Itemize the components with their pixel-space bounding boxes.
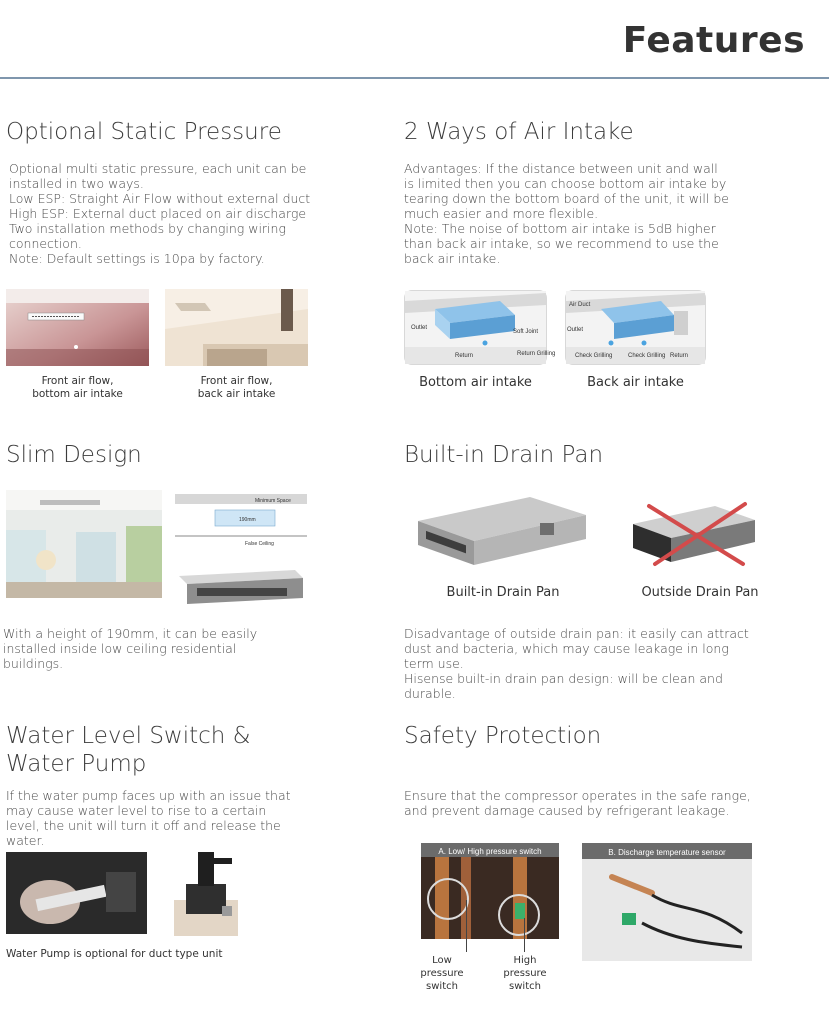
- caption-outside-drain-pan: Outside Drain Pan: [641, 585, 759, 600]
- text-line: installed in two ways.: [9, 176, 144, 191]
- photo-builtin-drain-pan: [410, 493, 590, 573]
- text-line: Disadvantage of outside drain pan: it easily can attract: [404, 626, 749, 641]
- text-line: level, the unit will turn it off and release the: [6, 818, 281, 833]
- photo-slim-unit: [175, 568, 307, 604]
- text-line: Advantages: If the distance between unit and wall: [404, 161, 718, 176]
- text-line: connection.: [9, 236, 82, 251]
- text-line: buildings.: [3, 656, 64, 671]
- text-line: may cause water level to rise to a certain: [6, 803, 267, 818]
- text-line: Low ESP: Straight Air Flow without external duct: [9, 191, 311, 206]
- photo-pressure-switch: [421, 843, 559, 939]
- text-line: installed inside low ceiling residential: [3, 641, 237, 656]
- page-title: Features: [622, 20, 805, 61]
- photo-water-level-switch: [6, 852, 147, 934]
- caption-bottom-intake: Bottom air intake: [419, 375, 532, 390]
- caption-line: High: [513, 955, 537, 966]
- air-intake-text: [404, 161, 729, 266]
- label-outlet: Outlet: [567, 327, 584, 333]
- caption-line: pressure switch: [503, 968, 547, 992]
- photo-water-pump: [170, 850, 246, 938]
- label-soft-joint: Soft Joint: [513, 329, 539, 335]
- text-line: tearing down the bottom board of the unit, it will be: [404, 191, 729, 206]
- caption-builtin-drain-pan: Built-in Drain Pan: [446, 585, 560, 600]
- label-check-grilling: Check Grilling: [628, 353, 666, 359]
- label-pressure-switch: A. Low/ High pressure switch: [438, 847, 542, 856]
- diagram-slim-section: [175, 492, 307, 548]
- text-line: Optional multi static pressure, each unit can be: [9, 161, 307, 176]
- label-outlet: Outlet: [411, 325, 428, 331]
- text-line: Two installation methods by changing wiring: [9, 221, 286, 236]
- diagram-bottom-intake: [404, 290, 556, 365]
- title-line: Water Pump: [6, 751, 147, 777]
- caption-front-bottom: [6, 375, 149, 401]
- label-return: Return: [455, 353, 474, 359]
- text-line: Ensure that the compressor operates in the safe range,: [404, 788, 751, 803]
- text-line: Note: The noise of bottom air intake is 5dB higher: [404, 221, 716, 236]
- section-title-static-pressure: Optional Static Pressure: [6, 119, 282, 145]
- text-line: If the water pump faces up with an issue that: [6, 788, 291, 803]
- slim-design-text: [3, 626, 257, 671]
- label-low-pressure: [404, 954, 480, 993]
- header-divider: [0, 77, 829, 79]
- label-minimum-space: Minimum Space: [255, 498, 291, 504]
- text-line: Note: Default settings is 10pa by factory.: [9, 251, 265, 266]
- caption-line: back air intake: [197, 388, 276, 400]
- label-return: Return: [670, 353, 689, 359]
- label-air-duct: Air Duct: [569, 302, 591, 308]
- photo-front-bottom-intake: [6, 289, 149, 366]
- text-line: With a height of 190mm, it can be easily: [3, 626, 258, 641]
- section-title-safety: Safety Protection: [404, 723, 602, 749]
- text-line: Hisense built-in drain pan design: will be clean and: [404, 671, 723, 686]
- caption-line: pressure switch: [420, 968, 464, 992]
- text-line: than back air intake, so we recommend to use the: [404, 236, 719, 251]
- label-false-ceiling: False Ceiling: [245, 541, 274, 547]
- section-title-drain-pan: Built-in Drain Pan: [404, 442, 604, 468]
- photo-front-back-intake: [165, 289, 308, 366]
- caption-front-back: [165, 375, 308, 401]
- pointer-line: [466, 900, 467, 952]
- text-line: water.: [6, 833, 45, 848]
- text-line: much easier and more flexible.: [404, 206, 599, 221]
- caption-line: Front air flow,: [41, 375, 114, 387]
- label-190mm: 190mm: [239, 517, 256, 523]
- text-line: back air intake.: [404, 251, 501, 266]
- text-line: High ESP: External duct placed on air discharge: [9, 206, 307, 221]
- water-pump-caption: Water Pump is optional for duct type unit: [6, 948, 223, 960]
- title-line: Water Level Switch &: [6, 723, 251, 749]
- label-check-grilling: Check Grilling: [575, 353, 613, 359]
- label-discharge-sensor: B. Discharge temperature sensor: [608, 848, 726, 857]
- text-line: term use.: [404, 656, 464, 671]
- photo-outside-drain-pan: [625, 498, 760, 570]
- label-high-pressure: [486, 954, 564, 993]
- water-level-text: [6, 788, 291, 848]
- caption-line: Low: [432, 955, 452, 966]
- section-title-slim-design: Slim Design: [6, 442, 142, 468]
- text-line: durable.: [404, 686, 456, 701]
- text-line: and prevent damage caused by refrigerant leakage.: [404, 803, 730, 818]
- safety-text: [404, 788, 751, 818]
- section-title-air-intake: 2 Ways of Air Intake: [404, 119, 634, 145]
- label-return-grilling: Return Grilling: [517, 351, 556, 357]
- text-line: is limited then you can choose bottom air intake by: [404, 176, 727, 191]
- caption-line: bottom air intake: [32, 388, 123, 400]
- caption-line: Front air flow,: [200, 375, 273, 387]
- caption-back-intake: Back air intake: [587, 375, 684, 390]
- text-line: dust and bacteria, which may cause leakage in long: [404, 641, 729, 656]
- photo-slim-room: [6, 490, 162, 598]
- static-pressure-text: [9, 161, 310, 266]
- photo-discharge-sensor: [582, 843, 752, 961]
- drain-pan-text: [404, 626, 749, 701]
- pointer-line: [524, 918, 525, 952]
- diagram-back-intake: [565, 290, 706, 365]
- section-title-water-level: [6, 722, 251, 778]
